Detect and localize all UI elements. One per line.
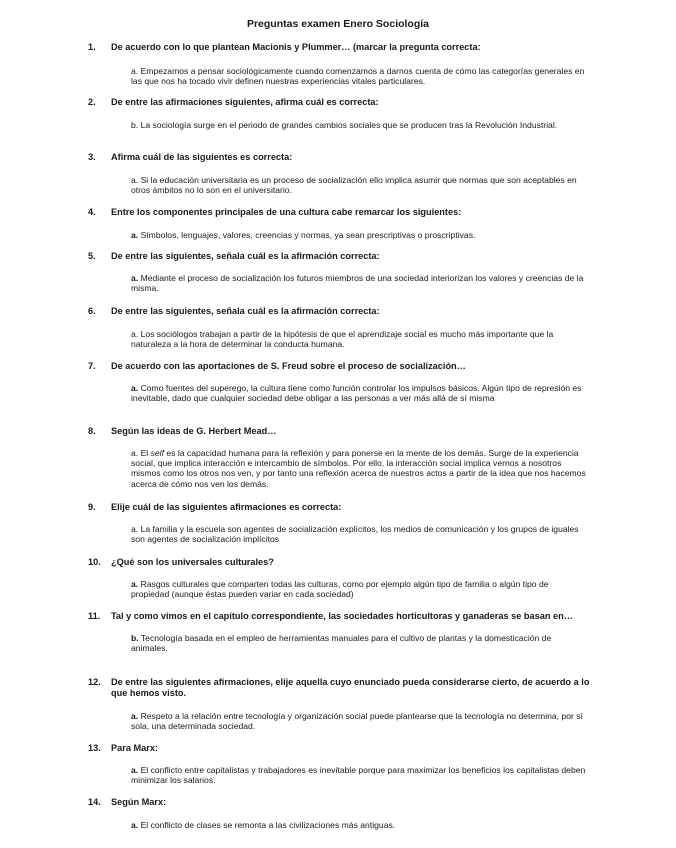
answer: [131, 524, 586, 544]
answer-letter: a.: [131, 230, 139, 240]
answer: [131, 579, 586, 599]
answer-text: El conflicto de clases se remonta a las civilizaciones más antiguas.: [140, 820, 396, 830]
answer-letter: a.: [131, 711, 139, 721]
answer-text: Tecnología basada en el empleo de herramientas manuales para el cultivo de plantas y la domesticación de animales.: [131, 633, 552, 654]
question-number: 13.: [88, 743, 101, 753]
answer-text: Respeto a la relación entre tecnología y organización social puede plantearse que la tecnología no determina, por sí sola, una determinada sociedad.: [131, 711, 583, 732]
answer-letter: a.: [131, 383, 139, 393]
answer-letter: a.: [131, 273, 139, 283]
question-number: 7.: [88, 361, 96, 371]
answer-text: Si la educación universitaria es un proceso de socialización ello implica asumir que normas que son aceptables en otros ámbitos no lo son en el universitario.: [131, 175, 577, 196]
question-number: 4.: [88, 207, 96, 217]
answer: [131, 273, 586, 293]
question-number: 6.: [88, 306, 96, 316]
answer-text: Símbolos, lenguajes, valores, creencias y normas, ya sean prescriptivas o proscriptivas.: [140, 230, 476, 240]
page-title: Preguntas examen Enero Sociología: [246, 18, 430, 30]
question-text: Para Marx:: [111, 743, 158, 753]
answer: [131, 175, 586, 195]
question-text: Según las ideas de G. Herbert Mead…: [111, 426, 277, 436]
answer-letter: a.: [131, 820, 139, 830]
answer-letter: a.: [131, 765, 139, 775]
answer-text: Empezamos a pensar sociológicamente cuando comenzamos a darnos cuenta de cómo las categorías generales en las que nos ha tocado vivir definen nuestras experiencias vitales particulares.: [131, 66, 585, 87]
question-number: 8.: [88, 426, 96, 436]
question-number: 11.: [88, 611, 101, 621]
answer-letter: b.: [131, 120, 139, 130]
answer-text: La familia y la escuela son agentes de socialización explícitos, los medios de comunicación y los grupos de iguales son agentes de socialización implícitos: [131, 524, 579, 545]
question-text: De acuerdo con las aportaciones de S. Freud sobre el proceso de socialización…: [111, 361, 466, 371]
answer-text: El conflicto entre capitalistas y trabajadores es inevitable porque para maximizar los beneficios los capitalistas deben minimizar los salarios.: [131, 765, 586, 786]
question-number: 5.: [88, 251, 96, 261]
question-text: Según Marx:: [111, 797, 167, 807]
question-number: 14.: [88, 797, 101, 807]
answer: [131, 633, 586, 653]
question-number: 10.: [88, 557, 101, 567]
question-number: 12.: [88, 677, 101, 687]
question-text: Entre los componentes principales de una cultura cabe remarcar los siguientes:: [111, 207, 462, 217]
answer: [131, 383, 586, 403]
answer: [131, 820, 586, 830]
question-text: De acuerdo con lo que plantean Macionis y Plummer… (marcar la pregunta correcta:: [111, 42, 481, 52]
answer-letter: a.: [131, 579, 139, 589]
question-text: De entre las siguientes, señala cuál es la afirmación correcta:: [111, 251, 380, 261]
answer-letter: a.: [131, 66, 139, 76]
answer-text: Rasgos culturales que comparten todas las culturas, como por ejemplo algún tipo de familia o algún tipo de propiedad (aunque éstas pueden variar en cada sociedad): [131, 579, 549, 600]
question-number: 2.: [88, 97, 96, 107]
answer: [131, 66, 586, 86]
question-text: De entre las siguientes afirmaciones, elije aquella cuyo enunciado pueda considerarse cierto, de acuerdo a lo que hemos visto.: [111, 677, 590, 698]
question-text: Tal y como vimos en el capítulo correspondiente, las sociedades horticultoras y ganaderas se basan en…: [111, 611, 573, 621]
answer: [131, 765, 586, 785]
question-text: De entre las afirmaciones siguientes, afirma cuál es correcta:: [111, 97, 379, 107]
question-number: 9.: [88, 502, 96, 512]
answer: [131, 120, 586, 130]
answer: [131, 448, 586, 489]
answer: [131, 711, 586, 731]
answer-letter: a.: [131, 175, 139, 185]
answer-text: es la capacidad humana para la reflexión y para ponerse en la mente de los demás. Surge de la experiencia social, que implica interacción e intercambio de símbolos. Por ello, la interacción social implica vernos a nosotros mismos como los otros nos ven, y por tanto una reflexión acerca de nuestros actos a partir de la idea que nos hacemos acerca de cómo nos ven los demás.: [131, 448, 586, 489]
answer-letter: a.: [131, 448, 139, 458]
question-text: Elije cuál de las siguientes afirmaciones es correcta:: [111, 502, 342, 512]
question-text: Afirma cuál de las siguientes es correcta:: [111, 152, 293, 162]
answer-text: La sociología surge en el periodo de grandes cambios sociales que se producen tras la Revolución Industrial.: [140, 120, 558, 130]
answer-letter: a.: [131, 329, 139, 339]
answer: [131, 329, 586, 349]
answer-letter: a.: [131, 524, 139, 534]
question-number: 3.: [88, 152, 96, 162]
question-text: De entre las siguientes, señala cuál es la afirmación correcta:: [111, 306, 380, 316]
question-number: 1.: [88, 42, 96, 52]
answer: [131, 230, 586, 240]
answer-text: Mediante el proceso de socialización los futuros miembros de una sociedad interiorizan los valores y creencias de la misma.: [131, 273, 584, 294]
answer-text: Los sociólogos trabajan a partir de la hipótesis de que el aprendizaje social es mucho más importante que la naturaleza a la hora de determinar la conducta humana.: [131, 329, 554, 350]
answer-text: Como fuentes del superego, la cultura tiene como función controlar los impulsos básicos. Algún tipo de represión es inevitable, dado que cualquier sociedad debe obligar a las personas a ver más allá de sí misma: [131, 383, 582, 404]
answer-prefix: El: [140, 448, 151, 458]
answer-letter: b.: [131, 633, 139, 643]
question-text: ¿Qué son los universales culturales?: [111, 557, 274, 567]
answer-italic-term: self: [150, 448, 164, 458]
